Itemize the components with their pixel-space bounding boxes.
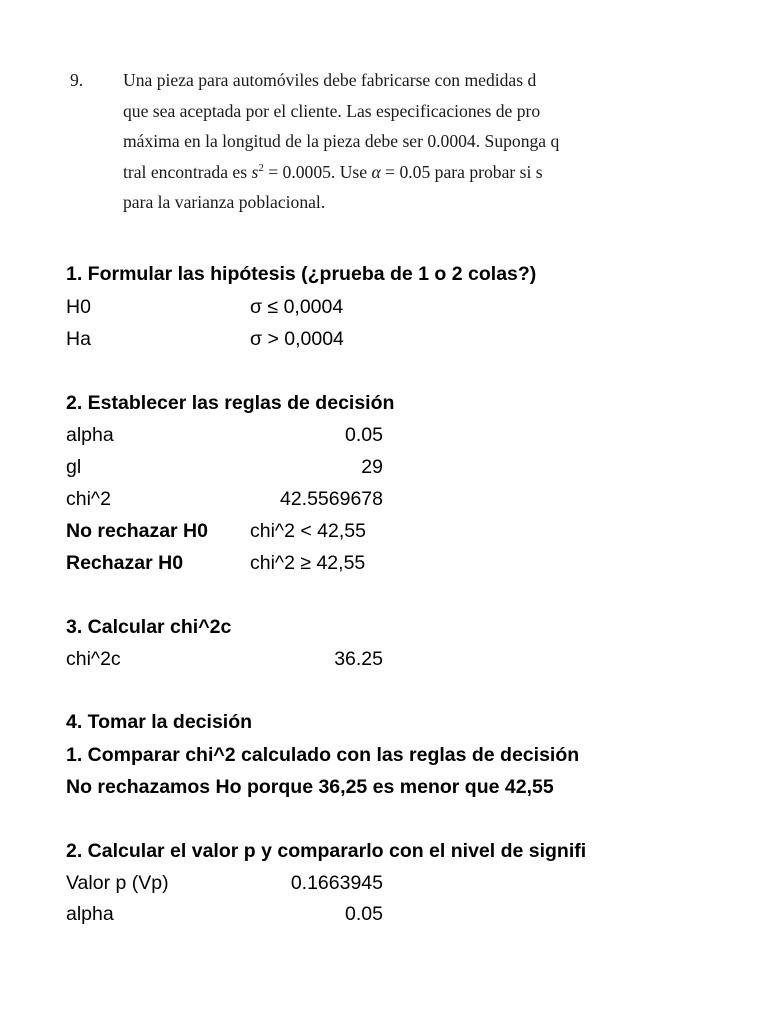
alpha-label: alpha: [66, 424, 114, 446]
no-reject-label: No rechazar H0: [66, 520, 208, 542]
alpha-row: [0, 419, 768, 451]
problem-line-4-pre: tral encontrada es: [123, 161, 252, 182]
gl-label: gl: [66, 456, 82, 478]
step2-heading-row: [0, 387, 768, 419]
h0-row: [0, 291, 768, 323]
step4-sub1-row: [0, 739, 768, 771]
chi-critical-value: 42.5569678: [279, 488, 383, 510]
step4-heading-row: [0, 706, 768, 738]
problem-line-3: máxima en la longitud de la pieza debe ser 0.0004. Suponga q: [123, 131, 560, 151]
ha-value: σ > 0,0004: [250, 328, 344, 350]
problem-line-4-mid: = 0.0005. Use: [263, 161, 372, 182]
problem-statement: [70, 66, 658, 216]
chi-calc-value: 36.25: [334, 648, 383, 670]
alpha-compare-value: 0.05: [345, 903, 383, 925]
p-value-label: Valor p (Vp): [66, 872, 169, 894]
gl-row: [0, 451, 768, 483]
step1-heading: 1. Formular las hipótesis (¿prueba de 1 o 2 colas?): [66, 263, 537, 285]
alpha-symbol: α: [371, 161, 381, 182]
step4-sub2: 2. Calcular el valor p y compararlo con el nivel de signifi: [66, 840, 587, 862]
no-reject-rule: chi^2 < 42,55: [250, 520, 366, 542]
h0-value: σ ≤ 0,0004: [250, 296, 344, 318]
no-reject-row: [0, 515, 768, 547]
problem-line-4-post: = 0.05 para probar si s: [380, 161, 543, 182]
p-value-row: [0, 867, 768, 899]
alpha-compare-label: alpha: [66, 903, 114, 925]
step2-heading: 2. Establecer las reglas de decisión: [66, 392, 395, 414]
sample-variance-exponent: 2: [258, 161, 264, 174]
problem-line-2: que sea aceptada por el cliente. Las especificaciones de pro: [123, 100, 541, 121]
step3-heading: 3. Calcular chi^2c: [66, 616, 232, 638]
step4-heading: 4. Tomar la decisión: [66, 711, 253, 733]
problem-text: [123, 66, 658, 216]
reject-row: [0, 547, 768, 579]
problem-line-5: para la varianza poblacional.: [123, 192, 326, 212]
step1-heading-row: [0, 258, 768, 290]
chi-calc-row: [0, 643, 768, 675]
alpha-compare-row: [0, 898, 768, 930]
conclusion-text: No rechazamos Ho porque 36,25 es menor que 42,55: [66, 776, 554, 798]
step3-heading-row: [0, 611, 768, 643]
alpha-value: 0.05: [345, 424, 383, 446]
sample-variance-symbol: s: [251, 161, 259, 182]
chi-critical-row: [0, 483, 768, 515]
problem-line-1: Una pieza para automóviles debe fabricarse con medidas d: [123, 70, 537, 90]
ha-row: [0, 323, 768, 355]
problem-line-4: [123, 158, 658, 189]
h0-label: H0: [66, 296, 91, 318]
chi-calc-label: chi^2c: [66, 648, 121, 670]
step4-sub2-row: [0, 835, 768, 867]
chi-critical-label: chi^2: [66, 488, 111, 510]
gl-value: 29: [361, 456, 383, 478]
ha-label: Ha: [66, 328, 91, 350]
reject-rule: chi^2 ≥ 42,55: [250, 552, 366, 574]
p-value-value: 0.1663945: [290, 872, 383, 894]
conclusion-row: [0, 771, 768, 803]
problem-number: 9.: [70, 70, 84, 90]
reject-label: Rechazar H0: [66, 552, 184, 574]
step4-sub1: 1. Comparar chi^2 calculado con las reglas de decisión: [66, 744, 580, 766]
